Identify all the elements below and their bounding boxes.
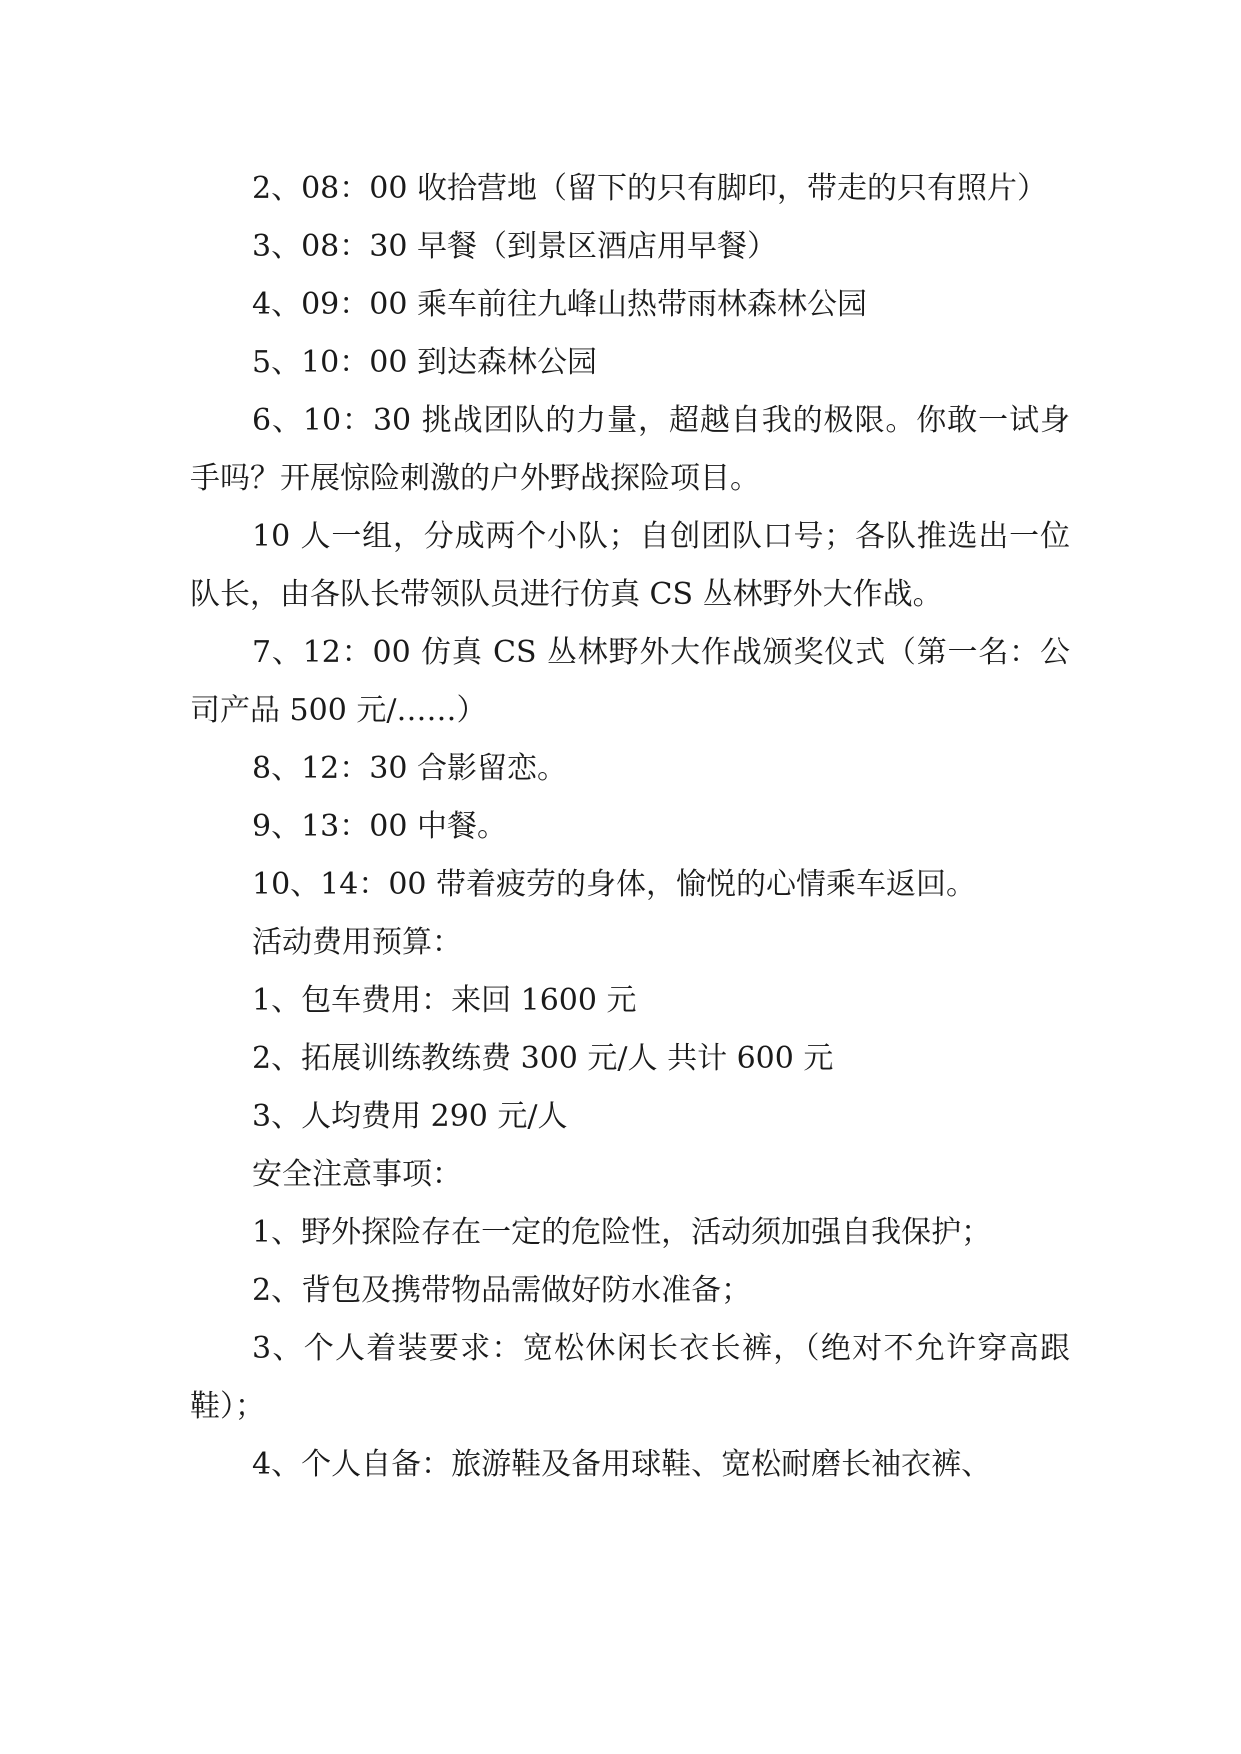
paragraph: 10 人一组，分成两个小队；自创团队口号；各队推选出一位队长，由各队长带领队员进行仿真 CS 丛林野外大作战。	[190, 519, 1070, 612]
paragraph: 4、09：00 乘车前往九峰山热带雨林森林公园	[252, 287, 867, 322]
paragraph: 5、10：00 到达森林公园	[252, 345, 597, 380]
paragraph: 10、14：00 带着疲劳的身体，愉悦的心情乘车返回。	[252, 867, 977, 902]
paragraph: 9、13：00 中餐。	[252, 809, 507, 844]
paragraph: 2、拓展训练教练费 300 元/人 共计 600 元	[252, 1041, 834, 1076]
paragraph: 3、08：30 早餐（到景区酒店用早餐）	[252, 229, 777, 264]
section-heading: 安全注意事项：	[252, 1157, 462, 1192]
paragraph: 2、08：00 收拾营地（留下的只有脚印，带走的只有照片）	[252, 171, 1047, 206]
paragraph: 1、包车费用：来回 1600 元	[252, 983, 637, 1018]
paragraph: 7、12：00 仿真 CS 丛林野外大作战颁奖仪式（第一名：公司产品 500 元/……）	[190, 635, 1070, 728]
paragraph: 3、人均费用 290 元/人	[252, 1099, 568, 1134]
paragraph: 6、10：30 挑战团队的力量，超越自我的极限。你敢一试身手吗？开展惊险刺激的户外野战探险项目。	[190, 403, 1070, 496]
paragraph: 3、个人着装要求：宽松休闲长衣长裤，（绝对不允许穿高跟鞋）；	[190, 1331, 1070, 1424]
paragraph: 1、野外探险存在一定的危险性，活动须加强自我保护；	[252, 1215, 992, 1250]
section-heading: 活动费用预算：	[252, 925, 462, 960]
paragraph: 2、背包及携带物品需做好防水准备；	[252, 1273, 752, 1308]
document-body	[190, 160, 1070, 1494]
paragraph: 4、个人自备：旅游鞋及备用球鞋、宽松耐磨长袖衣裤、	[252, 1447, 992, 1482]
paragraph: 8、12：30 合影留恋。	[252, 751, 567, 786]
